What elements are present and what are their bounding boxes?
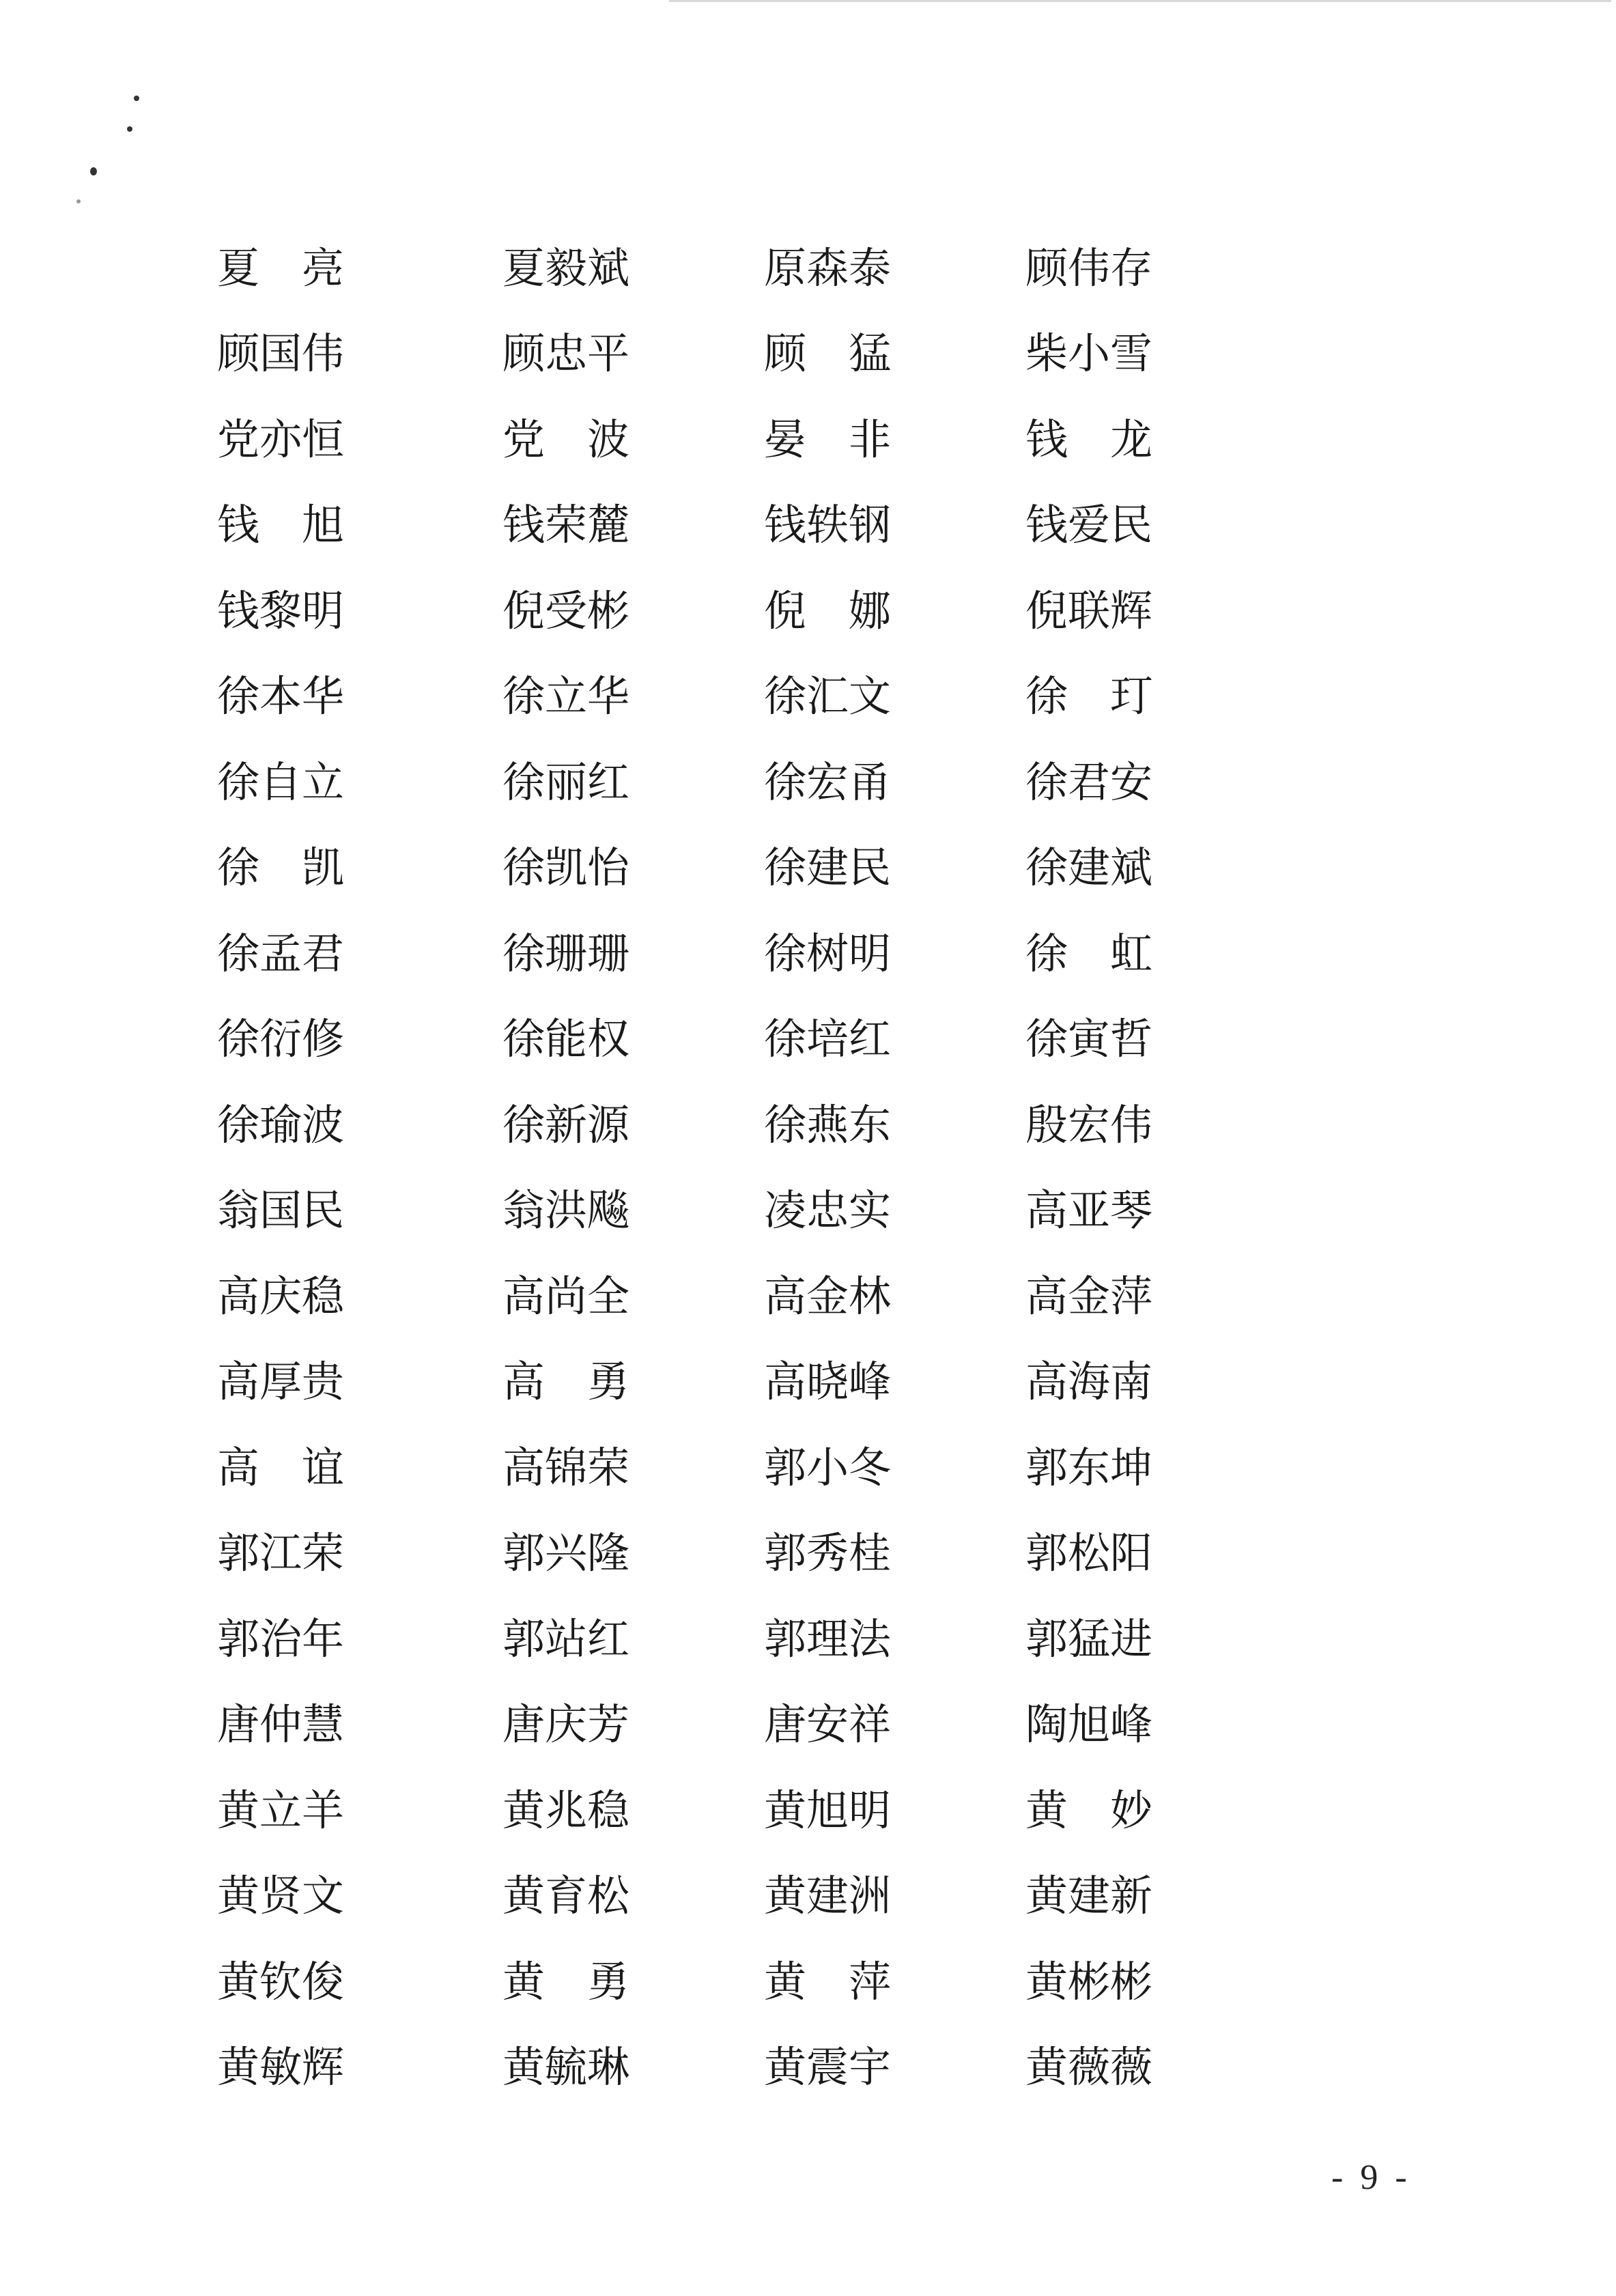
name-entry: 唐 安 祥 [764,1699,892,1750]
name-entry: 钱 龙 [1025,414,1152,464]
name-entry: 殷 宏 伟 [1025,1099,1153,1150]
name-entry: 徐 培 红 [764,1014,892,1064]
name-entry: 郭 治 年 [217,1613,345,1664]
name-entry: 顾 国 伟 [217,328,345,379]
name-entry: 徐 凯 [217,842,344,893]
name-entry: 黄 敏 辉 [217,2042,345,2093]
name-entry: 黄 萍 [764,1956,891,2007]
name-entry: 钱 爱 民 [1025,500,1153,550]
name-entry: 徐 本 华 [217,671,345,722]
name-entry: 郭 理 法 [764,1613,892,1664]
name-entry: 郭 松 阳 [1025,1528,1153,1578]
name-entry: 徐 汇 文 [764,671,892,722]
name-entry: 徐 玎 [1025,671,1152,722]
name-entry: 高 金 萍 [1025,1271,1153,1321]
name-entry: 钱 黎 明 [217,585,345,636]
name-entry: 黄 钦 俊 [217,1956,345,2007]
name-entry: 徐 建 斌 [1025,842,1153,893]
name-entry: 高 锦 荣 [502,1442,630,1492]
name-entry: 黄 立 羊 [217,1785,345,1835]
name-entry: 黄 震 宇 [764,2042,892,2093]
name-entry: 顾 伟 存 [1025,242,1153,293]
name-entry: 黄 兆 稳 [502,1785,630,1835]
name-entry: 徐 建 民 [764,842,892,893]
name-entry: 倪 受 彬 [502,585,630,636]
name-entry: 黄 育 松 [502,1871,630,1921]
name-entry: 翁 国 民 [217,1185,345,1236]
name-entry: 高 尚 全 [502,1271,630,1321]
name-entry: 黄 妙 [1025,1785,1152,1835]
name-entry: 徐 能 权 [502,1014,630,1064]
name-entry: 倪 联 辉 [1025,585,1153,636]
name-entry: 高 海 南 [1025,1357,1153,1407]
name-entry: 徐 燕 东 [764,1099,892,1150]
name-entry: 夏 亮 [217,242,344,293]
scan-speck [127,126,132,132]
scan-speck [90,167,97,175]
name-entry: 高 庆 稳 [217,1271,345,1321]
name-entry: 徐 丽 红 [502,756,630,807]
scan-edge-line [669,0,1611,2]
name-entry: 黄 旭 明 [764,1785,892,1835]
name-entry: 高 勇 [502,1357,629,1407]
name-entry: 高 厚 贵 [217,1357,345,1407]
name-entry: 徐 君 安 [1025,756,1153,807]
name-entry: 徐 寅 哲 [1025,1014,1153,1064]
name-entry: 黄 建 洲 [764,1871,892,1921]
scan-speck [76,199,81,203]
name-entry: 党 波 [502,414,629,464]
name-entry: 徐 凯 怡 [502,842,630,893]
scan-speck [134,96,139,101]
name-entry: 黄 毓 琳 [502,2042,630,2093]
name-entry: 徐 立 华 [502,671,630,722]
name-entry: 郭 东 坤 [1025,1442,1153,1492]
name-entry: 郭 猛 进 [1025,1613,1153,1664]
name-entry: 徐 宏 甬 [764,756,892,807]
name-entry: 钱 荣 麓 [502,500,630,550]
name-entry: 陶 旭 峰 [1025,1699,1153,1750]
name-entry: 郭 秀 桂 [764,1528,892,1578]
name-entry: 郭 站 红 [502,1613,630,1664]
name-entry: 钱 旭 [217,500,344,550]
name-entry: 黄 贤 文 [217,1871,345,1921]
name-entry: 徐 虹 [1025,928,1152,978]
name-entry: 徐 自 立 [217,756,345,807]
name-entry: 徐 新 源 [502,1099,630,1150]
name-entry: 钱 轶 钢 [764,500,892,550]
name-entry: 翁 洪 飚 [502,1185,630,1236]
name-entry: 高 晓 峰 [764,1357,892,1407]
name-entry: 黄 薇 薇 [1025,2042,1153,2093]
name-entry: 高 亚 琴 [1025,1185,1153,1236]
name-entry: 郭 小 冬 [764,1442,892,1492]
name-entry: 夏 毅 斌 [502,242,630,293]
page-number: - 9 - [1331,2158,1411,2197]
name-entry: 黄 彬 彬 [1025,1956,1153,2007]
names-list [217,225,1214,2110]
name-entry: 党 亦 恒 [217,414,345,464]
name-entry: 黄 勇 [502,1956,629,2007]
name-entry: 顾 猛 [764,328,891,379]
name-entry: 郭 兴 隆 [502,1528,630,1578]
name-entry: 徐 孟 君 [217,928,345,978]
name-entry: 顾 忠 平 [502,328,630,379]
name-entry: 徐 树 明 [764,928,892,978]
name-entry: 晏 非 [764,414,891,464]
name-entry: 凌 忠 实 [764,1185,892,1236]
name-entry: 黄 建 新 [1025,1871,1153,1921]
name-entry: 柴 小 雪 [1025,328,1153,379]
name-entry: 郭 江 荣 [217,1528,345,1578]
name-entry: 徐 瑜 波 [217,1099,345,1150]
name-entry: 高 谊 [217,1442,344,1492]
name-entry: 唐 仲 慧 [217,1699,345,1750]
name-entry: 倪 娜 [764,585,891,636]
name-entry: 唐 庆 芳 [502,1699,630,1750]
name-entry: 高 金 林 [764,1271,892,1321]
name-entry: 徐 珊 珊 [502,928,630,978]
name-entry: 原 森 泰 [764,242,892,293]
name-entry: 徐 衍 修 [217,1014,345,1064]
